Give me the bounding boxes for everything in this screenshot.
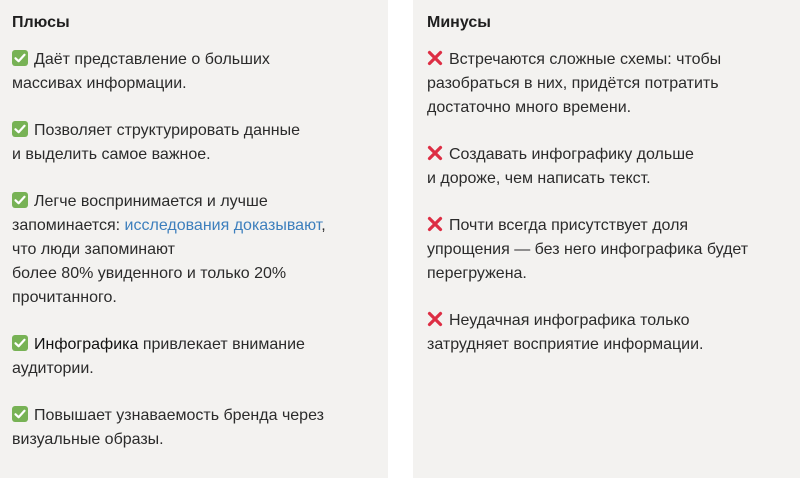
cons-item-text: и дороже, чем написать текст. bbox=[427, 170, 651, 187]
pros-item-text: Повышает узнаваемость бренда через bbox=[34, 407, 324, 424]
cons-item bbox=[427, 143, 790, 191]
cross-mark-icon bbox=[427, 145, 443, 161]
pros-item-text: массивах информации. bbox=[12, 75, 187, 92]
pros-item-text: прочитанного. bbox=[12, 289, 117, 306]
pros-item-text: и выделить самое важное. bbox=[12, 146, 211, 163]
cons-item-text: упрощения — без него инфографика будет bbox=[427, 241, 749, 258]
cons-item-text: Почти всегда присутствует доля bbox=[449, 217, 689, 234]
cons-title: Минусы bbox=[427, 14, 491, 31]
pros-item-text: Даёт представление о больших bbox=[34, 51, 270, 68]
research-link[interactable]: исследования доказывают bbox=[124, 217, 322, 234]
pros-item-text: запоминается: bbox=[12, 217, 125, 234]
pros-item-text: привлекает внимание bbox=[138, 336, 305, 353]
pros-title: Плюсы bbox=[12, 14, 70, 31]
check-mark-button-icon bbox=[12, 192, 28, 208]
cons-item bbox=[427, 309, 790, 357]
cons-item-text: затрудняет восприятие информации. bbox=[427, 336, 704, 353]
cons-panel bbox=[413, 0, 800, 478]
pros-panel bbox=[0, 0, 388, 478]
pros-item bbox=[12, 119, 378, 167]
pros-item-text: Легче воспринимается и лучше bbox=[34, 193, 268, 210]
check-mark-button-icon bbox=[12, 335, 28, 351]
cons-item-text: Встречаются сложные схемы: чтобы bbox=[449, 51, 722, 68]
pros-item bbox=[12, 48, 378, 96]
cons-item-text: перегружена. bbox=[427, 265, 527, 282]
cons-item bbox=[427, 48, 790, 120]
cons-item-text: Неудачная инфографика только bbox=[449, 312, 690, 329]
cons-item bbox=[427, 214, 790, 286]
pros-item-text: аудитории. bbox=[12, 360, 94, 377]
cons-item-text: Создавать инфографику дольше bbox=[449, 146, 694, 163]
infographic-term: Инфографика bbox=[34, 336, 139, 353]
cons-item-text: разобраться в них, придётся потратить bbox=[427, 75, 719, 92]
check-mark-button-icon bbox=[12, 121, 28, 137]
pros-item bbox=[12, 404, 378, 452]
cross-mark-icon bbox=[427, 50, 443, 66]
pros-item-text: , bbox=[321, 217, 326, 234]
pros-item bbox=[12, 333, 378, 381]
check-mark-button-icon bbox=[12, 50, 28, 66]
pros-item-text: Позволяет структурировать данные bbox=[34, 122, 301, 139]
cross-mark-icon bbox=[427, 216, 443, 232]
pros-item bbox=[12, 190, 378, 310]
pros-item-text: более 80% увиденного и только 20% bbox=[12, 265, 287, 282]
cross-mark-icon bbox=[427, 311, 443, 327]
check-mark-button-icon bbox=[12, 406, 28, 422]
cons-item-text: достаточно много времени. bbox=[427, 99, 632, 116]
pros-item-text: визуальные образы. bbox=[12, 431, 164, 448]
pros-item-text: что люди запоминают bbox=[12, 241, 175, 258]
